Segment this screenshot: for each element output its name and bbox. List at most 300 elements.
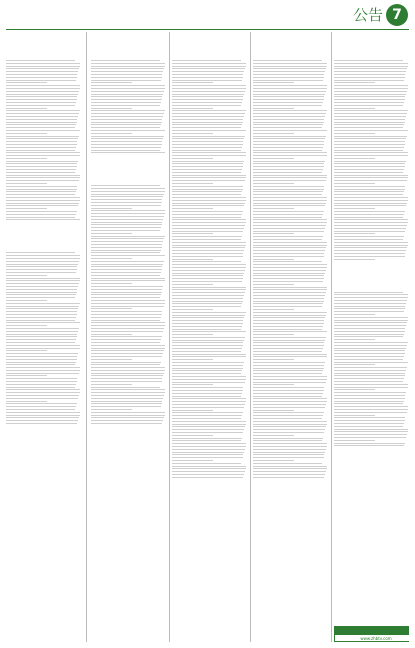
text-line (334, 359, 403, 360)
text-line (91, 216, 164, 217)
text-line (172, 119, 243, 120)
text-line (91, 63, 165, 64)
text-line (6, 214, 76, 215)
notice-text-lines (334, 292, 409, 447)
text-line (253, 326, 323, 327)
text-line (6, 266, 77, 267)
text-line (91, 278, 165, 279)
text-line (91, 392, 165, 393)
text-line (172, 426, 245, 427)
text-line (172, 460, 213, 461)
text-line (253, 203, 326, 204)
text-line (172, 82, 213, 83)
text-line (172, 435, 213, 436)
text-line (334, 66, 408, 67)
text-line (91, 250, 161, 251)
text-line (253, 124, 323, 125)
text-line (253, 452, 325, 453)
text-line (253, 278, 324, 279)
text-line (253, 71, 325, 72)
text-line (334, 292, 403, 293)
text-line (172, 161, 244, 162)
text-line (172, 418, 241, 419)
text-line (91, 334, 132, 335)
text-line (6, 138, 78, 139)
text-line (6, 191, 76, 192)
text-line (253, 102, 323, 103)
text-line (253, 208, 294, 209)
text-line (253, 368, 324, 369)
text-line (253, 105, 322, 106)
text-line (253, 410, 294, 411)
text-line (253, 407, 325, 408)
text-line (334, 141, 405, 142)
text-line (253, 354, 327, 355)
text-line (253, 231, 324, 232)
text-line (6, 183, 47, 184)
text-line (253, 359, 294, 360)
text-line (172, 477, 243, 478)
text-line (334, 144, 405, 145)
text-line (334, 105, 403, 106)
text-line (6, 186, 77, 187)
text-line (91, 127, 160, 128)
text-line (172, 74, 243, 75)
text-line (172, 80, 242, 81)
text-line (334, 381, 403, 382)
text-line (253, 387, 324, 388)
text-line (91, 91, 164, 92)
text-line (91, 303, 165, 304)
text-line (253, 183, 294, 184)
text-line (172, 320, 243, 321)
text-line (172, 273, 244, 274)
text-line (6, 203, 79, 204)
text-line (172, 163, 243, 164)
text-line (6, 136, 79, 137)
text-line (334, 420, 405, 421)
text-line (91, 350, 164, 351)
text-line (253, 466, 327, 467)
text-line (253, 217, 322, 218)
text-line (172, 77, 243, 78)
text-line (172, 356, 246, 357)
text-line (6, 116, 78, 117)
text-line (172, 102, 242, 103)
text-line (91, 289, 162, 290)
text-line (6, 63, 80, 64)
text-line (253, 80, 323, 81)
text-line (172, 253, 243, 254)
text-line (172, 144, 243, 145)
text-line (253, 281, 323, 282)
text-line (91, 130, 165, 131)
text-line (6, 392, 80, 393)
text-line (253, 412, 324, 413)
text-line (172, 122, 243, 123)
text-line (334, 172, 403, 173)
text-line (253, 449, 326, 450)
text-line (253, 147, 323, 148)
text-line (6, 152, 80, 153)
text-line (91, 110, 165, 111)
text-line (6, 99, 77, 100)
text-line (6, 155, 80, 156)
text-line (6, 88, 80, 89)
text-line (172, 398, 246, 399)
text-line (172, 298, 243, 299)
text-line (91, 384, 132, 385)
text-line (172, 245, 246, 246)
text-line (6, 409, 75, 410)
text-line (334, 256, 405, 257)
text-line (6, 255, 80, 256)
text-line (253, 334, 294, 335)
text-line (172, 172, 241, 173)
text-line (91, 68, 164, 69)
text-line (334, 189, 405, 190)
text-line (172, 432, 243, 433)
text-line (334, 353, 405, 354)
text-line (6, 127, 75, 128)
text-line (172, 85, 246, 86)
text-line (6, 205, 78, 206)
text-line (6, 147, 76, 148)
text-line (172, 379, 246, 380)
text-line (172, 474, 244, 475)
text-line (172, 99, 243, 100)
text-line (253, 197, 327, 198)
text-line (91, 381, 162, 382)
text-line (253, 88, 327, 89)
text-line (334, 77, 405, 78)
text-line (172, 466, 246, 467)
text-line (91, 82, 132, 83)
text-line (172, 150, 241, 151)
text-line (253, 116, 325, 117)
text-line (253, 233, 294, 234)
text-line (6, 378, 77, 379)
text-line (172, 337, 245, 338)
text-line (6, 150, 75, 151)
text-line (91, 314, 162, 315)
text-line (6, 105, 75, 106)
text-line (91, 300, 165, 301)
text-line (253, 136, 326, 137)
text-line (91, 403, 162, 404)
text-line (91, 367, 165, 368)
text-line (334, 367, 407, 368)
footer-website: www.zhbtv.com (360, 636, 392, 641)
text-line (6, 91, 79, 92)
text-line (253, 287, 327, 288)
text-line (253, 127, 322, 128)
notice-text-lines (6, 252, 81, 424)
text-line (334, 211, 405, 212)
text-line (172, 267, 246, 268)
text-line (91, 286, 163, 287)
text-line (172, 471, 245, 472)
text-line (6, 401, 47, 402)
text-line (6, 314, 77, 315)
text-line (172, 214, 242, 215)
text-line (6, 389, 80, 390)
text-line (6, 294, 76, 295)
text-line (172, 287, 246, 288)
text-line (172, 326, 242, 327)
text-line (334, 253, 405, 254)
text-line (253, 169, 323, 170)
text-line (6, 348, 80, 349)
text-line (172, 463, 241, 464)
notice (253, 32, 328, 478)
text-line (6, 370, 80, 371)
text-line (6, 289, 77, 290)
text-line (334, 94, 406, 95)
text-line (253, 200, 327, 201)
text-line (6, 172, 75, 173)
text-line (91, 208, 132, 209)
column-1 (6, 32, 81, 642)
text-line (91, 409, 132, 410)
text-line (172, 270, 245, 271)
text-line (334, 303, 406, 304)
text-line (172, 66, 246, 67)
footer-promo-box (334, 626, 409, 642)
text-line (172, 183, 213, 184)
text-line (334, 434, 407, 435)
text-line (6, 322, 80, 323)
text-line (6, 194, 75, 195)
notice-text-lines (91, 60, 166, 153)
text-line (253, 298, 324, 299)
text-line (91, 359, 132, 360)
text-line (334, 239, 403, 240)
text-line (334, 437, 406, 438)
text-line (91, 264, 163, 265)
text-line (91, 395, 164, 396)
text-line (334, 247, 407, 248)
text-line (172, 108, 213, 109)
text-line (6, 278, 80, 279)
text-line (6, 364, 75, 365)
text-line (253, 340, 325, 341)
text-line (172, 63, 246, 64)
text-line (253, 309, 294, 310)
text-line (91, 261, 164, 262)
text-line (91, 96, 162, 97)
text-line (172, 177, 246, 178)
text-line (334, 320, 408, 321)
text-line (253, 329, 322, 330)
text-line (6, 350, 47, 351)
text-line (91, 389, 165, 390)
text-line (253, 119, 324, 120)
text-line (253, 454, 324, 455)
text-line (253, 477, 324, 478)
text-line (91, 362, 161, 363)
notice-title (6, 245, 81, 250)
text-line (91, 196, 163, 197)
text-line (91, 364, 160, 365)
text-line (253, 161, 325, 162)
text-line (6, 415, 80, 416)
text-line (334, 191, 404, 192)
text-line (334, 122, 405, 123)
text-line (334, 314, 375, 315)
text-line (253, 239, 322, 240)
text-line (91, 88, 165, 89)
text-line (91, 423, 162, 424)
text-line (172, 236, 242, 237)
text-line (253, 362, 325, 363)
text-line (91, 258, 132, 259)
text-line (6, 342, 75, 343)
text-line (334, 395, 405, 396)
text-line (91, 233, 132, 234)
text-line (172, 205, 244, 206)
text-line (334, 208, 375, 209)
text-line (6, 395, 79, 396)
text-line (172, 105, 241, 106)
text-line (253, 446, 327, 447)
text-line (334, 245, 408, 246)
text-line (253, 247, 326, 248)
text-line (334, 222, 408, 223)
text-line (91, 74, 162, 75)
text-line (172, 301, 243, 302)
text-line (334, 158, 375, 159)
text-line (172, 440, 241, 441)
text-line (253, 66, 327, 67)
text-line (253, 460, 294, 461)
text-line (172, 415, 242, 416)
text-line (6, 367, 80, 368)
text-line (334, 250, 406, 251)
text-line (91, 119, 162, 120)
text-line (6, 166, 77, 167)
text-line (334, 177, 408, 178)
text-line (253, 273, 325, 274)
text-line (6, 169, 76, 170)
text-line (334, 403, 403, 404)
text-line (172, 317, 244, 318)
text-line (253, 110, 327, 111)
text-line (172, 401, 246, 402)
text-line (172, 306, 241, 307)
text-line (334, 311, 404, 312)
text-line (91, 373, 164, 374)
text-line (253, 60, 322, 61)
text-line (91, 252, 160, 253)
text-line (172, 373, 241, 374)
text-line (253, 130, 327, 131)
text-line (253, 396, 322, 397)
text-line (253, 312, 327, 313)
text-line (6, 311, 77, 312)
text-line (334, 91, 407, 92)
text-line (253, 424, 327, 425)
text-line (334, 308, 405, 309)
text-line (6, 306, 79, 307)
text-line (334, 242, 408, 243)
text-line (172, 208, 213, 209)
text-line (172, 365, 243, 366)
text-line (253, 331, 327, 332)
text-line (172, 228, 244, 229)
text-line (172, 359, 213, 360)
text-line (334, 406, 408, 407)
text-line (91, 205, 161, 206)
text-line (172, 348, 242, 349)
text-line (253, 390, 324, 391)
text-line (172, 175, 246, 176)
text-line (172, 452, 244, 453)
text-line (172, 368, 243, 369)
text-line (334, 429, 408, 430)
text-line (91, 191, 165, 192)
text-line (334, 350, 405, 351)
text-line (334, 217, 403, 218)
text-line (253, 440, 322, 441)
text-line (172, 225, 245, 226)
text-line (334, 80, 404, 81)
text-line (253, 141, 324, 142)
text-line (334, 74, 405, 75)
text-line (334, 197, 408, 198)
text-line (253, 376, 327, 377)
text-line (334, 317, 408, 318)
text-line (334, 409, 408, 410)
text-line (91, 311, 162, 312)
text-line (6, 217, 75, 218)
text-line (6, 197, 80, 198)
text-line (91, 342, 160, 343)
text-line (253, 242, 327, 243)
text-line (334, 331, 405, 332)
text-line (334, 68, 407, 69)
text-line (6, 60, 75, 61)
text-line (253, 191, 323, 192)
text-line (6, 144, 77, 145)
text-line (253, 393, 323, 394)
text-line (91, 317, 161, 318)
text-line (91, 336, 162, 337)
notice-title (172, 53, 247, 58)
text-line (91, 222, 162, 223)
text-line (334, 401, 404, 402)
text-line (6, 122, 77, 123)
text-line (334, 130, 408, 131)
text-line (91, 105, 160, 106)
text-line (172, 384, 213, 385)
text-line (91, 102, 161, 103)
text-line (91, 320, 160, 321)
text-line (253, 438, 323, 439)
text-line (172, 312, 246, 313)
text-line (91, 345, 165, 346)
text-line (6, 163, 77, 164)
text-line (91, 292, 162, 293)
text-line (91, 230, 160, 231)
text-line (172, 404, 245, 405)
text-line (334, 342, 408, 343)
text-line (334, 398, 405, 399)
text-line (172, 323, 243, 324)
text-line (172, 219, 246, 220)
text-line (172, 68, 245, 69)
text-line (253, 186, 324, 187)
